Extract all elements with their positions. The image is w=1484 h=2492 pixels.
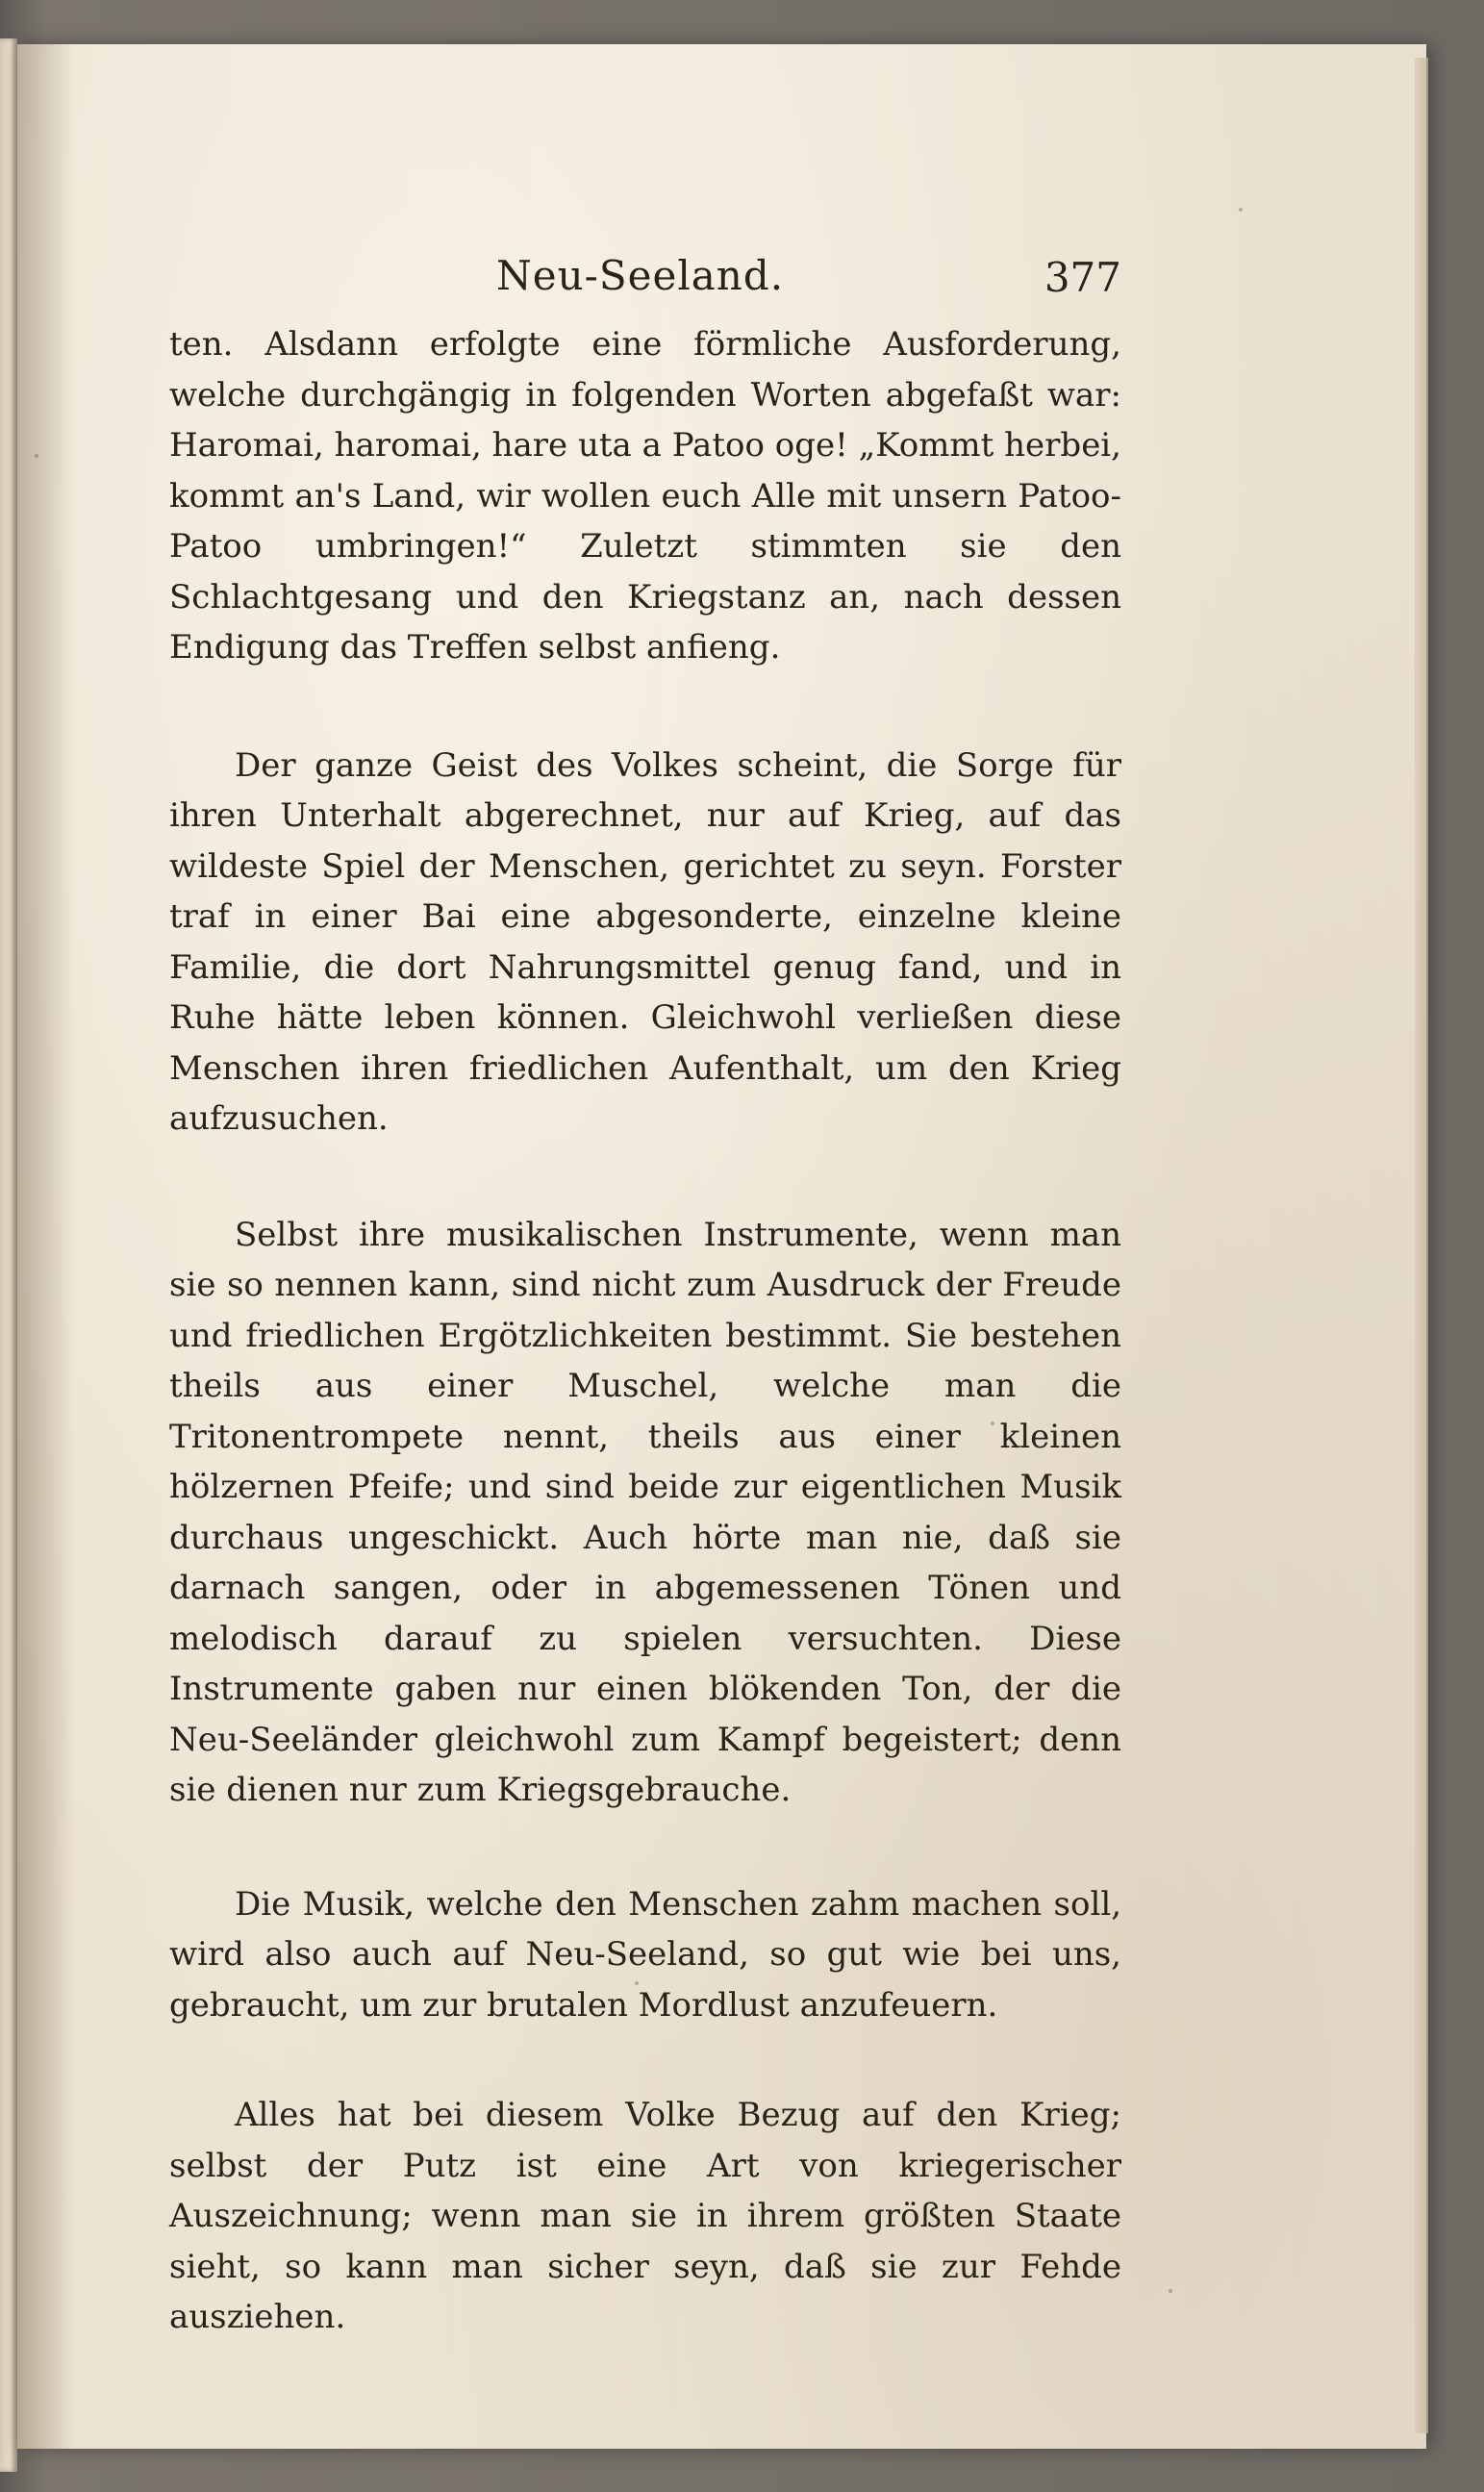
running-title: Neu-Seeland. xyxy=(496,252,785,299)
paragraph-instruments: Selbst ihre musikalischen Instrumente, wenn man sie so nennen kann, sind nicht zum Ausdruck der Freude und friedlichen Ergötzlichkeiten bestimmt. Sie bestehen theils aus einer Muschel, welche man die Tritonentrompete nennt, theils aus einer kleinen hölzernen Pfeife; und sind beide zur eigentlichen Musik durchaus ungeschickt. Auch hörte man nie, daß sie darnach sangen, oder in abgemessenen Tönen und melodisch darauf zu spielen versuchten. Diese Instrumente gaben nur einen blökenden Ton, der die Neu-Seeländer gleichwohl zum Kampf begeistert; denn sie dienen nur zum Kriegsgebrauche. xyxy=(169,1215,1121,1809)
paragraph-adornment: Alles hat bei diesem Volke Bezug auf den Krieg; selbst der Putz ist eine Art von kriegerischer Auszeichnung; wenn man sie in ihrem größten Staate sieht, so kann man sicher seyn, daß sie zur Fehde ausziehen. xyxy=(169,2096,1121,2336)
facing-page-edge xyxy=(0,38,17,2472)
paper-speck xyxy=(1169,2289,1172,2293)
paragraph-continuation: ten. Alsdann erfolgte eine förmliche Ausforderung, welche durchgängig in folgenden Worten abgefaßt war: Haromai, haromai, hare uta a Patoo oge! „Kommt herbei, kommt an's Land, wir wollen euch Alle mit unsern Patoo-Patoo umbringen!“ Zuletzt stimmten sie den Schlachtgesang und den Kriegstanz an, nach dessen Endigung das Treffen selbst anfieng. xyxy=(169,325,1121,667)
paper-speck xyxy=(1239,208,1243,212)
running-head xyxy=(169,252,1121,310)
gutter-shadow xyxy=(17,44,75,2449)
page-edge xyxy=(1415,58,1428,2433)
paragraph-spirit-of-war: Der ganze Geist des Volkes scheint, die Sorge für ihren Unterhalt abgerechnet, nur auf Krieg, auf das wildeste Spiel der Menschen, gerichtet zu seyn. Forster traf in einer Bai eine abgesonderte, einzelne kleine Familie, die dort Nahrungsmittel genug fand, und in Ruhe hätte leben können. Gleichwohl verließen diese Menschen ihren friedlichen Aufenthalt, um den Krieg aufzusuchen. xyxy=(169,745,1121,1138)
text-block xyxy=(169,252,1121,2343)
page-number: 377 xyxy=(1044,254,1121,301)
paragraph-music: Die Musik, welche den Menschen zahm machen soll, wird also auch auf Neu-Seeland, so gut wie bei uns, gebraucht, um zur brutalen Mordlust anzufeuern. xyxy=(169,1884,1121,2025)
paper-speck xyxy=(35,454,38,458)
